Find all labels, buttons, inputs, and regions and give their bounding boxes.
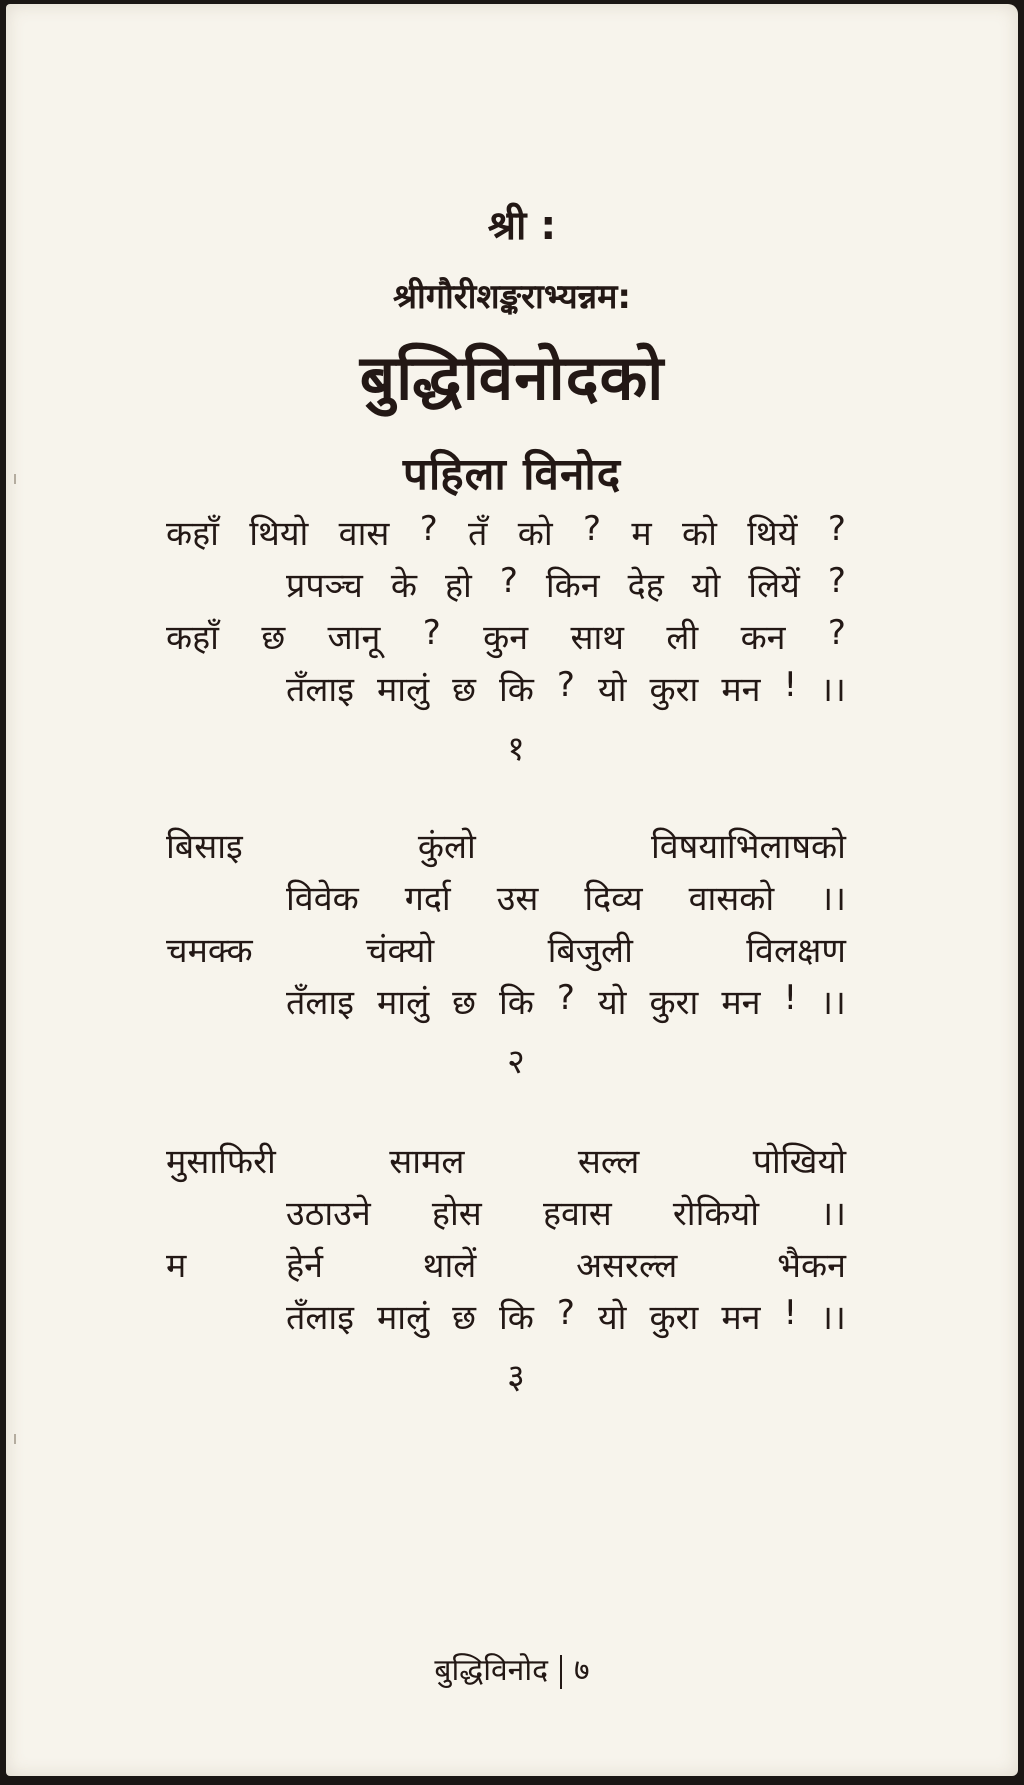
verse-word: कहाँ <box>166 514 219 554</box>
verse-word: ।। <box>820 670 846 710</box>
verse-word: कुरा <box>649 1298 699 1338</box>
verse-word: थालें <box>422 1246 477 1286</box>
verse-word: छ <box>452 1298 476 1338</box>
verse-word: म <box>166 1246 187 1286</box>
verse-word: ।। <box>820 879 846 919</box>
verse-word: वास <box>338 514 390 554</box>
verse-word: ।। <box>820 1194 846 1234</box>
footer-separator <box>560 1655 562 1689</box>
page-footer <box>6 1648 1018 1689</box>
verse-word: ? <box>556 978 575 1018</box>
verse-word: रोकियो <box>672 1194 760 1234</box>
verse-2-line-1 <box>166 822 846 868</box>
verse-word: ! <box>783 978 798 1018</box>
verse-word: को <box>682 514 717 554</box>
verse-number-2: २ <box>507 1042 525 1082</box>
verse-word: थियें <box>747 514 798 554</box>
verse-word: असरल्ल <box>576 1246 678 1286</box>
verse-word: ? <box>827 561 846 601</box>
verse-word: ? <box>827 613 846 653</box>
verse-word: जानू <box>327 618 381 658</box>
verse-word: सामल <box>389 1142 465 1182</box>
verse-word: थियो <box>249 514 309 554</box>
verse-word: विषयाभिलाषको <box>650 827 846 867</box>
verse-word: प्रपञ्च <box>286 566 363 606</box>
verse-2-line-2 <box>286 874 846 920</box>
verse-word: तँलाइ <box>286 1298 354 1338</box>
verse-3-line-4 <box>286 1293 846 1339</box>
verse-word: कि <box>498 983 534 1023</box>
verse-word: कि <box>498 1298 534 1338</box>
verse-word: कुंलो <box>417 827 476 867</box>
verse-word: यो <box>597 670 627 710</box>
invocation-gaurishankar: श्रीगौरीशङ्कराभ्यन्नम: <box>392 277 632 317</box>
verse-2-line-4 <box>286 978 846 1024</box>
verse-word: उस <box>496 879 539 919</box>
verse-word: हेर्न <box>286 1246 324 1286</box>
verse-1-line-3 <box>166 613 846 659</box>
verse-word: बिजुली <box>547 931 633 971</box>
verse-word: मालुं <box>376 983 430 1023</box>
verse-word: कुरा <box>649 670 699 710</box>
verse-word: बिसाइ <box>166 827 243 867</box>
verse-word: मन <box>721 1298 761 1338</box>
verse-word: मन <box>721 670 761 710</box>
verse-word: चंक्यो <box>365 931 435 971</box>
footer-book-title: बुद्धिविनोद <box>434 1653 549 1688</box>
verse-word: मालुं <box>376 670 430 710</box>
verse-1-line-1 <box>166 509 846 555</box>
page-number: ७ <box>574 1653 590 1688</box>
chapter-subtitle: पहिला विनोद <box>402 449 622 500</box>
verse-word: सल्ल <box>577 1142 640 1182</box>
page-title: बुद्धिविनोदको <box>359 341 665 414</box>
verse-word: के <box>390 566 417 606</box>
verse-number-3: ३ <box>507 1357 525 1397</box>
verse-word: मालुं <box>376 1298 430 1338</box>
verse-word: होस <box>431 1194 482 1234</box>
verse-word: किन <box>545 566 600 606</box>
verse-word: ? <box>556 1293 575 1333</box>
page-edge-mark <box>14 474 16 484</box>
verse-word: ? <box>582 509 602 549</box>
verse-word: हवास <box>542 1194 612 1234</box>
verse-word: छ <box>452 983 476 1023</box>
verse-word: कुरा <box>649 983 699 1023</box>
verse-word: तँ <box>468 514 488 554</box>
verse-word: तँलाइ <box>286 670 354 710</box>
verse-word: म <box>631 514 652 554</box>
verse-word: देह <box>627 566 664 606</box>
verse-1-line-2 <box>286 561 846 607</box>
verse-word: मुसाफिरी <box>166 1142 276 1182</box>
verse-word: कुन <box>483 618 529 658</box>
book-page <box>6 4 1018 1776</box>
verse-word: हो <box>444 566 472 606</box>
verse-word: ? <box>556 665 575 705</box>
verse-word: ? <box>419 509 438 549</box>
verse-word: मन <box>721 983 761 1023</box>
verse-word: लियें <box>748 566 800 606</box>
verse-word: कन <box>740 618 786 658</box>
verse-word: यो <box>691 566 721 606</box>
verse-word: उठाउने <box>286 1194 371 1234</box>
verse-3-line-1 <box>166 1137 846 1183</box>
verse-word: छ <box>261 618 286 658</box>
verse-word: ? <box>422 613 441 653</box>
verse-1-line-4 <box>286 665 846 711</box>
verse-word: यो <box>597 983 627 1023</box>
verse-word: ।। <box>820 1298 846 1338</box>
verse-word: ली <box>666 618 699 658</box>
verse-word: कहाँ <box>166 618 219 658</box>
verse-word: विलक्षण <box>746 931 846 971</box>
verse-word: ! <box>783 665 798 705</box>
verse-number-1: १ <box>507 729 525 769</box>
verse-word: चमक्क <box>166 931 253 971</box>
verse-word: भैकन <box>777 1246 846 1286</box>
verse-3-line-3 <box>166 1241 846 1287</box>
verse-word: वासको <box>688 879 775 919</box>
verse-word: दिव्य <box>584 879 643 919</box>
verse-word: ।। <box>820 983 846 1023</box>
verse-word: ! <box>783 1293 798 1333</box>
verse-3-line-2 <box>286 1189 846 1235</box>
verse-word: को <box>517 514 553 554</box>
verse-word: साथ <box>570 618 625 658</box>
verse-word: यो <box>597 1298 627 1338</box>
page-edge-mark <box>14 1434 16 1444</box>
verse-word: पोखियो <box>752 1142 846 1182</box>
verse-word: ? <box>827 509 846 549</box>
verse-word: गर्दा <box>404 879 451 919</box>
invocation-shri: श्री : <box>487 203 557 249</box>
verse-word: कि <box>498 670 534 710</box>
verse-word: तँलाइ <box>286 983 354 1023</box>
verse-2-line-3 <box>166 926 846 972</box>
verse-word: छ <box>452 670 476 710</box>
verse-word: ? <box>499 561 518 601</box>
verse-word: विवेक <box>286 879 359 919</box>
